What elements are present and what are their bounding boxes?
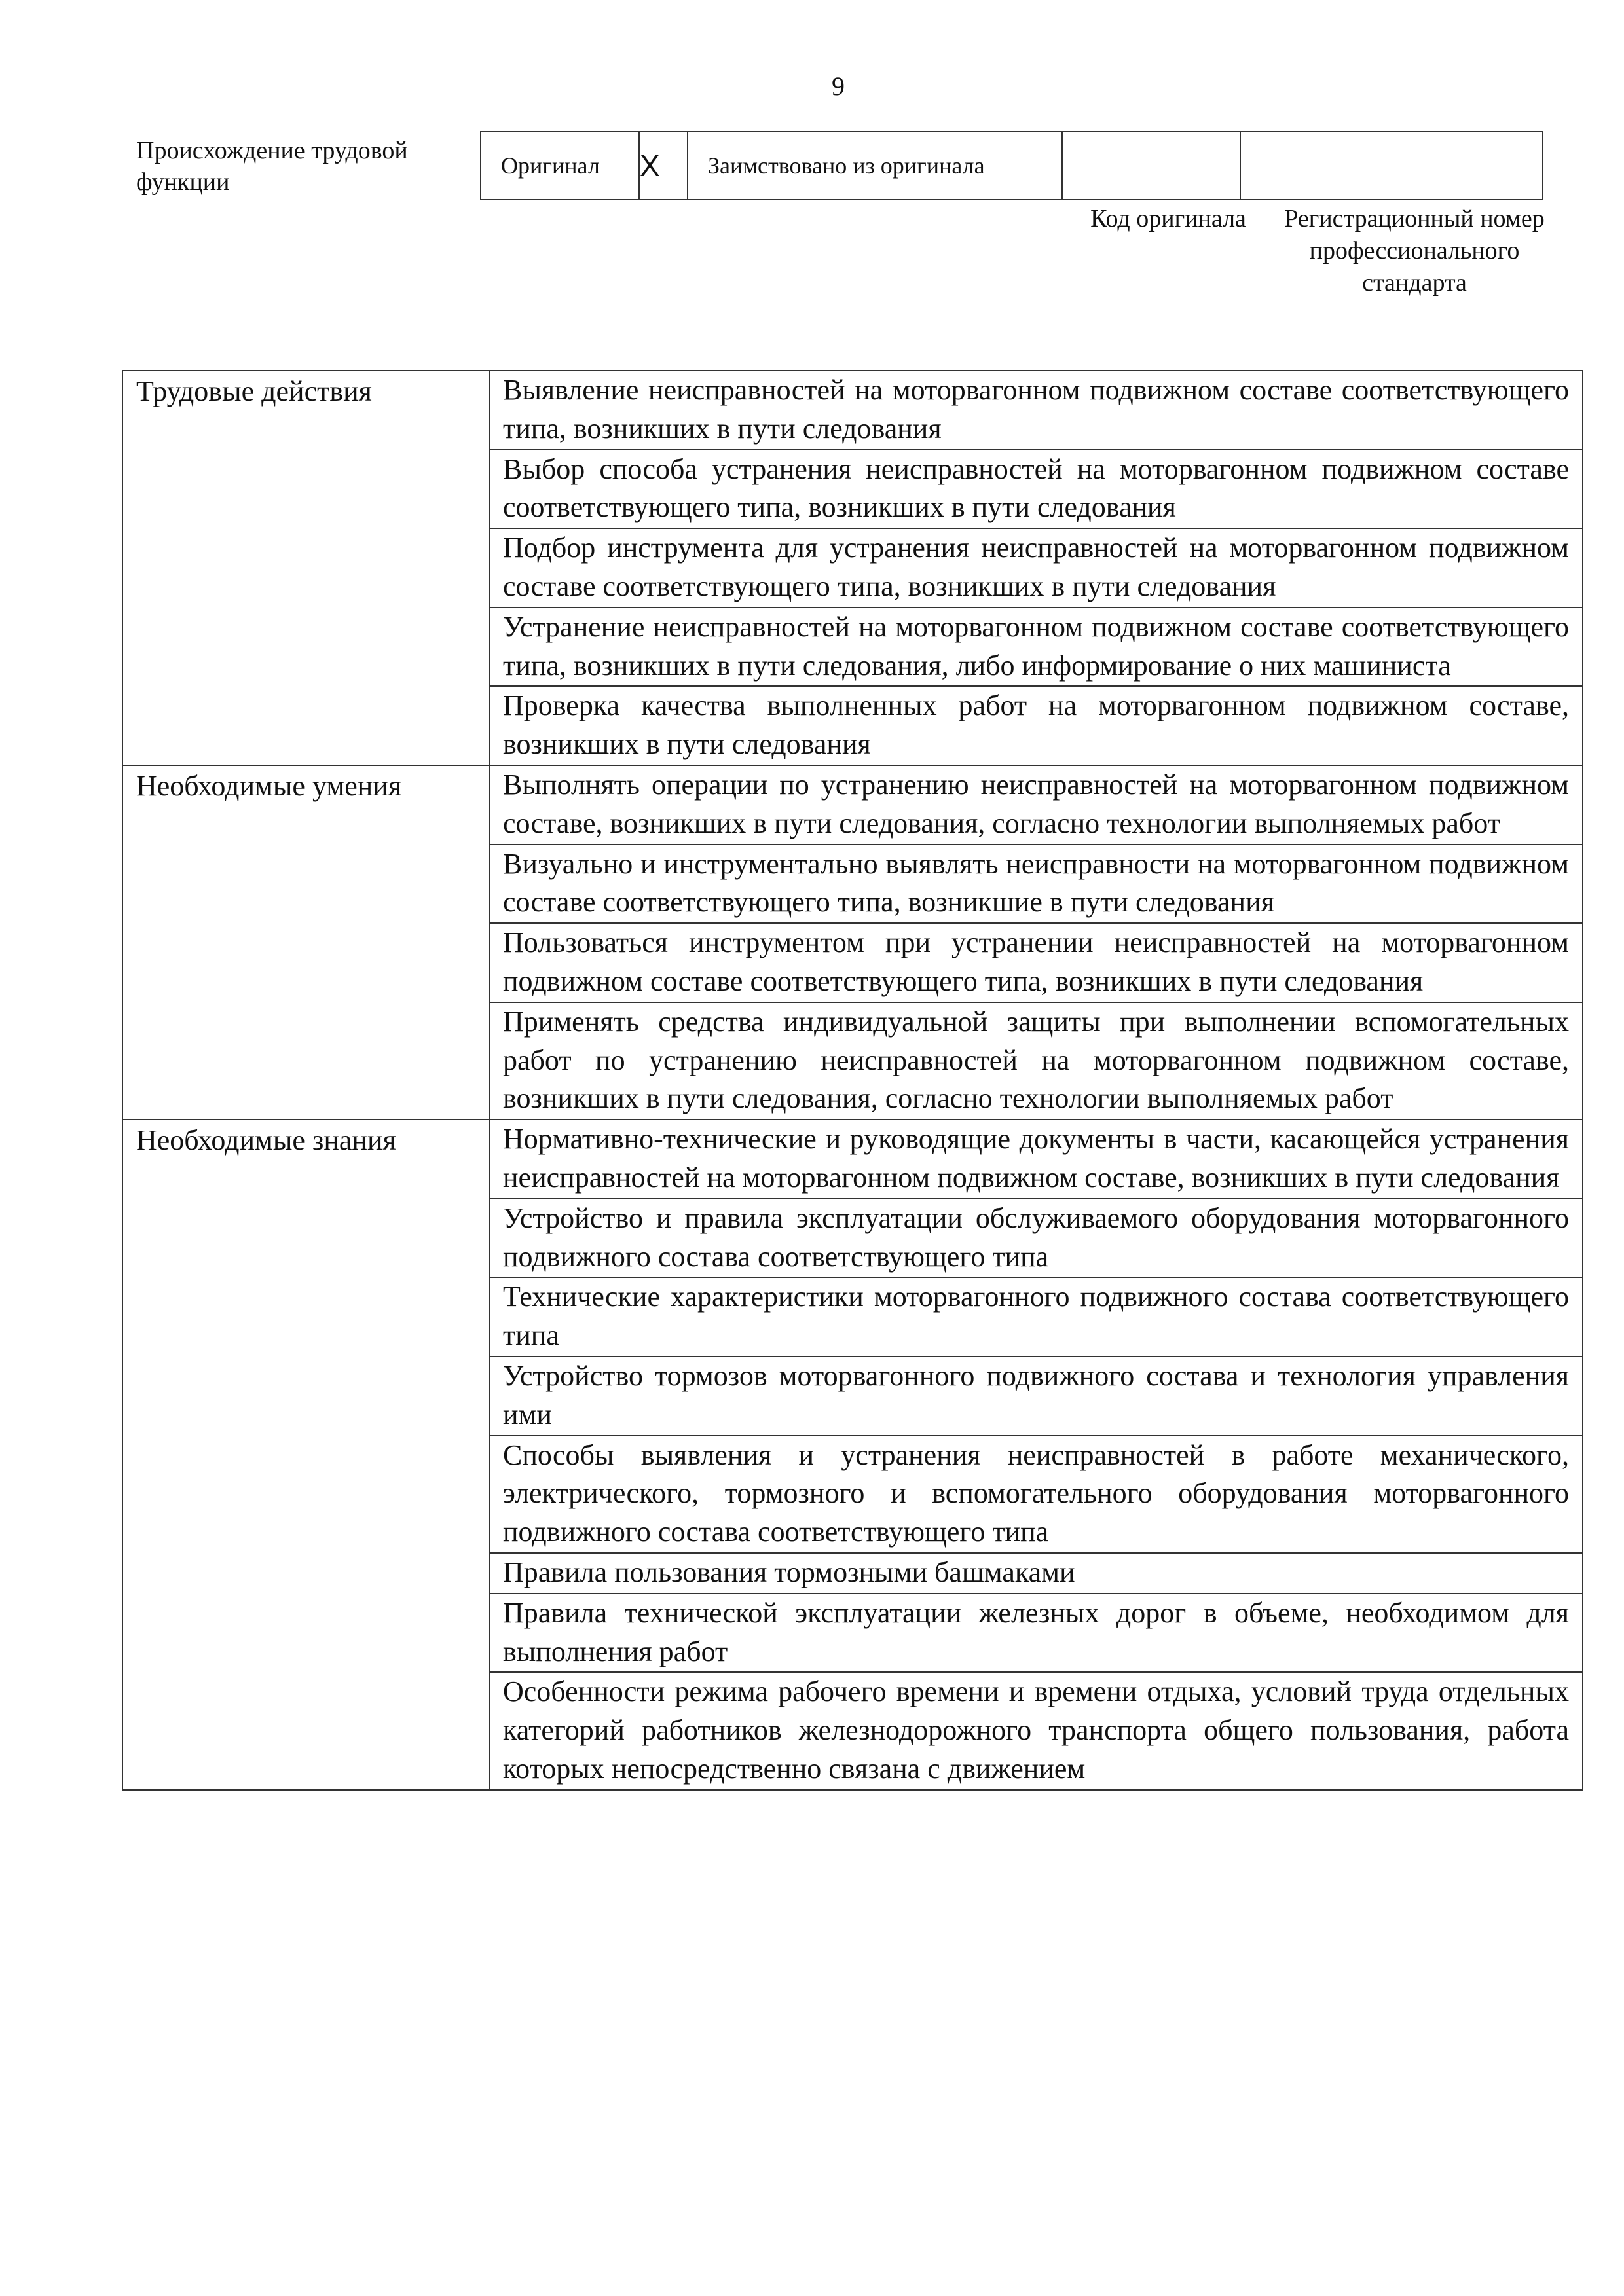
labor-function-table [122,370,1583,1791]
table-row [122,371,1583,450]
description-cell: Пользоваться инструментом при устранении неисправностей на моторвагонном подвижном составе соответствующего типа, возникших в пути следования [489,923,1583,1002]
description-cell: Способы выявления и устранения неисправностей в работе механического, электрического, тормозного и вспомогательного оборудования моторвагонного подвижного состава соответствующего типа [489,1436,1583,1553]
description-cell: Устройство тормозов моторвагонного подвижного состава и технология управления ими [489,1357,1583,1436]
description-cell: Технические характеристики моторвагонного подвижного состава соответствующего типа [489,1277,1583,1357]
original-cell: Оригинал [481,132,639,200]
description-cell: Выполнять операции по устранению неисправностей на моторвагонном подвижном составе, возникших в пути следования, согласно технологии выполняемых работ [489,765,1583,845]
category-cell: Необходимые знания [122,1120,489,1790]
description-cell: Применять средства индивидуальной защиты при выполнении вспомогательных работ по устранению неисправностей на моторвагонном подвижном составе, возникших в пути следования, согласно технологии выполняемых работ [489,1002,1583,1120]
description-cell: Особенности режима рабочего времени и времени отдыха, условий труда отдельных категорий работников железнодорожного транспорта общего пользования, работа которых непосредственно связана с движением [489,1672,1583,1789]
category-cell: Трудовые действия [122,371,489,765]
registration-number-cell [1240,132,1543,200]
category-cell: Необходимые умения [122,765,489,1120]
description-cell: Нормативно-технические и руководящие документы в части, касающейся устранения неисправностей на моторвагонном подвижном составе, возникших в пути следования [489,1120,1583,1199]
description-cell: Выявление неисправностей на моторвагонном подвижном составе соответствующего типа, возникших в пути следования [489,371,1583,450]
description-cell: Устранение неисправностей на моторвагонном подвижном составе соответствующего типа, возникших в пути следования, либо информирование о них машиниста [489,608,1583,687]
origin-table [480,131,1543,200]
code-caption: Код оригинала [1090,205,1246,232]
description-cell: Подбор инструмента для устранения неисправностей на моторвагонном подвижном составе соответствующего типа, возникших в пути следования [489,528,1583,608]
description-cell: Устройство и правила эксплуатации обслуживаемого оборудования моторвагонного подвижного состава соответствующего типа [489,1199,1583,1278]
origin-label: Происхождение трудовой функции [136,137,408,196]
description-cell: Визуально и инструментально выявлять неисправности на моторвагонном подвижном составе соответствующего типа, возникшие в пути следования [489,845,1583,924]
description-cell: Проверка качества выполненных работ на моторвагонном подвижном составе, возникших в пути следования [489,686,1583,765]
description-cell: Правила пользования тормозными башмаками [489,1553,1583,1594]
page-number: 9 [832,71,845,101]
registration-caption: Регистрационный номер профессионального стандарта [1284,205,1545,297]
table-body [122,371,1583,1790]
borrowed-cell: Заимствовано из оригинала [688,132,1062,200]
table-row [122,1120,1583,1199]
table-row [122,765,1583,845]
description-cell: Выбор способа устранения неисправностей на моторвагонном подвижном составе соответствующего типа, возникших в пути следования [489,450,1583,529]
original-mark: X [639,132,688,200]
description-cell: Правила технической эксплуатации железных дорог в объеме, необходимом для выполнения работ [489,1594,1583,1673]
original-code-cell [1062,132,1240,200]
